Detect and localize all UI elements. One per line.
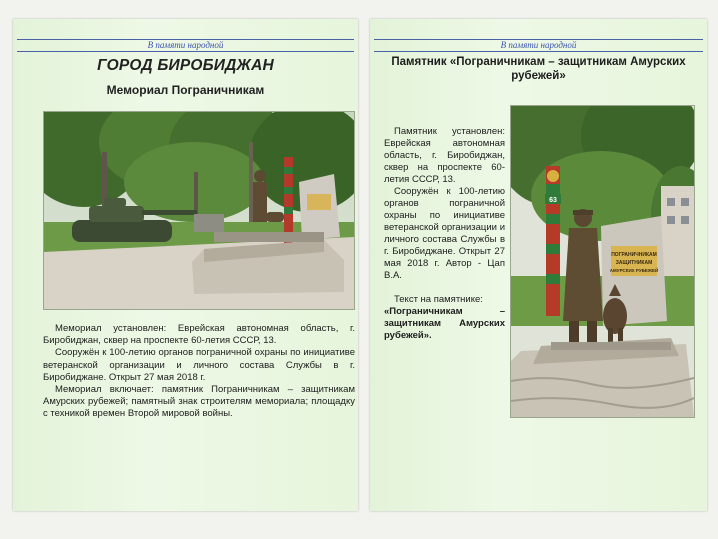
paragraph: Сооружён к 100-летию органов пограничной охраны по инициативе ветеранской организации и личного состава Службы в г. Биробиджане. Открыт 27 мая 2018 г. Автор - Цап В.А. [384, 186, 505, 281]
post-number: 63 [549, 197, 557, 204]
left-page [13, 19, 358, 511]
paragraph: Мемориал включает: памятник Пограничникам – защитникам Амурских рубежей; памятный знак строителям мемориала; площадку с техникой времен Второй мировой войны. [43, 384, 355, 420]
city-title: ГОРОД БИРОБИДЖАН [97, 57, 274, 74]
monument-photo [510, 105, 695, 418]
running-head: В памяти народной [374, 39, 703, 52]
memorial-description [43, 323, 355, 421]
inscription-text: «Пограничникам – защитникам Амурских рубежей». [384, 306, 505, 341]
memorial-photo [43, 111, 355, 310]
inscription-label: Текст на памятнике: [394, 294, 483, 305]
plaque-line: ЗАЩИТНИКАМ [615, 260, 653, 266]
right-page [370, 19, 707, 511]
running-head: В памяти народной [17, 39, 354, 52]
paragraph: Сооружён к 100-летию органов пограничной охраны по инициативе ветеранской организации и личного состава Службы в г. Биробиджане. Открыт 27 мая 2018 г. [43, 347, 355, 383]
monument-description [384, 126, 505, 342]
plaque-line: АМУРСКИХ РУБЕЖЕЙ [609, 268, 659, 273]
plaque-line: ПОГРАНИЧНИКАМ [611, 252, 657, 258]
monument-title: Памятник «Пограничникам – защитникам Амурских рубежей» [391, 56, 686, 82]
paragraph: Мемориал установлен: Еврейская автономная область, г. Биробиджан, сквер на проспекте 60-летия СССР, 13. [43, 323, 355, 347]
paragraph: Памятник установлен: Еврейская автономная область, г. Биробиджан, сквер на проспекте 60-летия СССР, 13. [384, 126, 505, 185]
memorial-title: Мемориал Пограничникам [106, 83, 265, 97]
